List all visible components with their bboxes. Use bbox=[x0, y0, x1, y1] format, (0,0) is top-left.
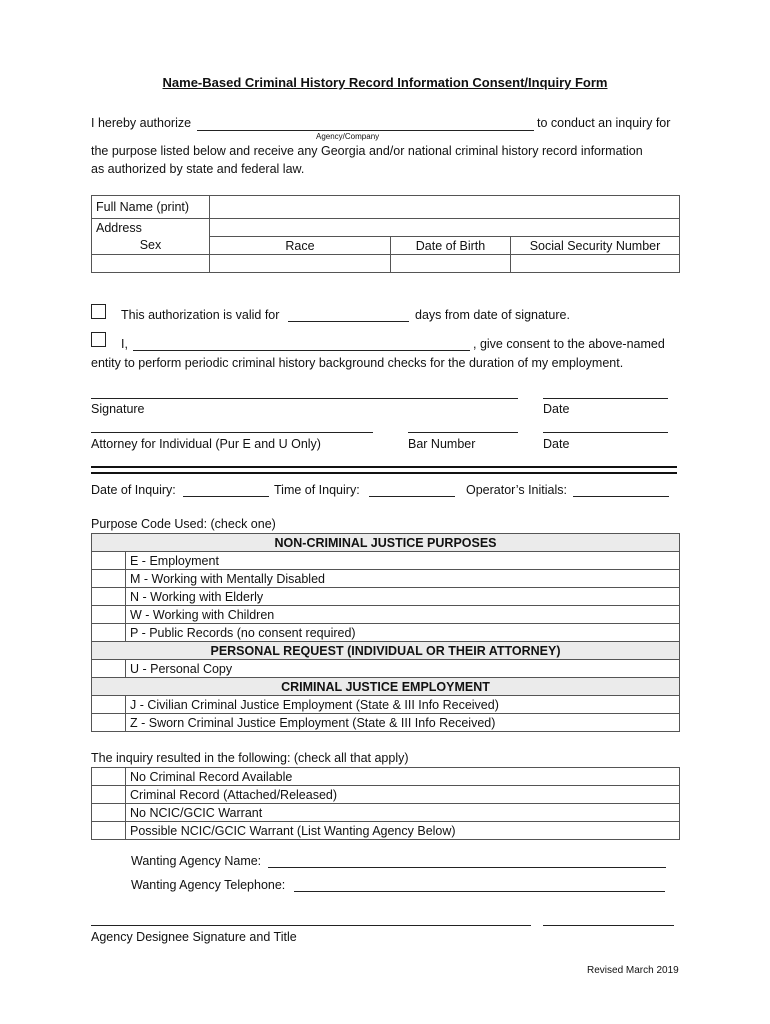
attorney-date-field[interactable] bbox=[543, 432, 668, 433]
sex-field[interactable] bbox=[92, 255, 210, 273]
revision-note: Revised March 2019 bbox=[587, 965, 679, 976]
section-divider-bottom bbox=[91, 472, 677, 474]
purpose-option: J - Civilian Criminal Justice Employment (State & III Info Received) bbox=[126, 696, 680, 714]
designee-signature-field[interactable] bbox=[91, 925, 531, 926]
personal-info-table bbox=[91, 195, 680, 273]
dob-header: Date of Birth bbox=[391, 237, 511, 255]
agency-company-sublabel: Agency/Company bbox=[316, 132, 380, 141]
periodic-consent-checkbox[interactable] bbox=[91, 332, 106, 347]
time-of-inquiry-field[interactable] bbox=[369, 496, 455, 497]
purpose-section-header: NON-CRIMINAL JUSTICE PURPOSES bbox=[92, 534, 680, 552]
purpose-option: P - Public Records (no consent required) bbox=[126, 624, 680, 642]
date-of-inquiry-field[interactable] bbox=[183, 496, 269, 497]
purpose-checkbox-u[interactable] bbox=[92, 660, 126, 678]
signature-date-field[interactable] bbox=[543, 398, 668, 399]
ssn-header: Social Security Number bbox=[511, 237, 680, 255]
form-title: Name-Based Criminal History Record Information Consent/Inquiry Form bbox=[162, 75, 608, 90]
purpose-checkbox-e[interactable] bbox=[92, 552, 126, 570]
valid-days-prefix: This authorization is valid for bbox=[121, 308, 280, 322]
result-option: Criminal Record (Attached/Released) bbox=[126, 786, 680, 804]
result-checkbox-warrant[interactable] bbox=[92, 822, 126, 840]
designee-date-field[interactable] bbox=[543, 925, 674, 926]
periodic-name-field[interactable] bbox=[133, 350, 470, 351]
wanting-agency-name-label: Wanting Agency Name: bbox=[131, 854, 262, 868]
ssn-field[interactable] bbox=[511, 255, 680, 273]
results-heading: The inquiry resulted in the following: (check all that apply) bbox=[91, 751, 409, 765]
purpose-option: N - Working with Elderly bbox=[126, 588, 680, 606]
race-header: Race bbox=[210, 237, 391, 255]
result-option: No NCIC/GCIC Warrant bbox=[126, 804, 680, 822]
result-checkbox-no-warrant[interactable] bbox=[92, 804, 126, 822]
purpose-option: Z - Sworn Criminal Justice Employment (State & III Info Received) bbox=[126, 714, 680, 732]
purpose-option: M - Working with Mentally Disabled bbox=[126, 570, 680, 588]
result-checkbox-record[interactable] bbox=[92, 786, 126, 804]
address-field[interactable] bbox=[210, 219, 680, 237]
results-table bbox=[91, 767, 680, 840]
valid-days-checkbox[interactable] bbox=[91, 304, 106, 319]
race-field[interactable] bbox=[210, 255, 391, 273]
result-checkbox-no-record[interactable] bbox=[92, 768, 126, 786]
wanting-agency-phone-field[interactable] bbox=[294, 891, 665, 892]
purpose-heading: Purpose Code Used: (check one) bbox=[91, 517, 276, 531]
purpose-option: W - Working with Children bbox=[126, 606, 680, 624]
purpose-checkbox-w[interactable] bbox=[92, 606, 126, 624]
bar-number-label: Bar Number bbox=[408, 437, 476, 451]
purpose-checkbox-z[interactable] bbox=[92, 714, 126, 732]
operator-initials-label: Operator’s Initials: bbox=[466, 483, 567, 497]
periodic-line2: entity to perform periodic criminal history background checks for the duration of my employment. bbox=[91, 356, 624, 370]
authorize-line2: the purpose listed below and receive any Georgia and/or national criminal history record information bbox=[91, 144, 643, 158]
valid-days-suffix: days from date of signature. bbox=[415, 308, 570, 322]
periodic-suffix: , give consent to the above-named bbox=[473, 337, 665, 351]
result-option: No Criminal Record Available bbox=[126, 768, 680, 786]
result-option: Possible NCIC/GCIC Warrant (List Wanting Agency Below) bbox=[126, 822, 680, 840]
signature-field[interactable] bbox=[91, 398, 518, 399]
purpose-checkbox-j[interactable] bbox=[92, 696, 126, 714]
purpose-checkbox-m[interactable] bbox=[92, 570, 126, 588]
purpose-code-table bbox=[91, 533, 680, 732]
operator-initials-field[interactable] bbox=[573, 496, 669, 497]
bar-number-field[interactable] bbox=[408, 432, 518, 433]
purpose-checkbox-p[interactable] bbox=[92, 624, 126, 642]
signature-date-label: Date bbox=[543, 402, 570, 416]
full-name-label: Full Name (print) bbox=[92, 196, 210, 219]
purpose-option: E - Employment bbox=[126, 552, 680, 570]
valid-days-field[interactable] bbox=[288, 321, 409, 322]
designee-label: Agency Designee Signature and Title bbox=[91, 930, 297, 944]
purpose-checkbox-n[interactable] bbox=[92, 588, 126, 606]
full-name-field[interactable] bbox=[210, 196, 680, 219]
attorney-label: Attorney for Individual (Pur E and U Only) bbox=[91, 437, 321, 451]
wanting-agency-phone-label: Wanting Agency Telephone: bbox=[131, 878, 286, 892]
attorney-field[interactable] bbox=[91, 432, 373, 433]
date-of-inquiry-label: Date of Inquiry: bbox=[91, 483, 176, 497]
dob-field[interactable] bbox=[391, 255, 511, 273]
agency-company-field[interactable] bbox=[197, 130, 534, 131]
address-label: Address bbox=[92, 219, 210, 237]
attorney-date-label: Date bbox=[543, 437, 570, 451]
time-of-inquiry-label: Time of Inquiry: bbox=[274, 483, 360, 497]
purpose-section-header: CRIMINAL JUSTICE EMPLOYMENT bbox=[92, 678, 680, 696]
signature-label: Signature bbox=[91, 402, 145, 416]
purpose-section-header: PERSONAL REQUEST (INDIVIDUAL OR THEIR ATTORNEY) bbox=[92, 642, 680, 660]
authorize-suffix: to conduct an inquiry for bbox=[537, 116, 671, 130]
section-divider-top bbox=[91, 466, 677, 468]
purpose-option: U - Personal Copy bbox=[126, 660, 680, 678]
authorize-prefix: I hereby authorize bbox=[91, 116, 192, 130]
sex-header: Sex bbox=[92, 237, 210, 255]
wanting-agency-name-field[interactable] bbox=[268, 867, 666, 868]
authorize-line3: as authorized by state and federal law. bbox=[91, 162, 305, 176]
periodic-prefix: I, bbox=[121, 337, 128, 351]
